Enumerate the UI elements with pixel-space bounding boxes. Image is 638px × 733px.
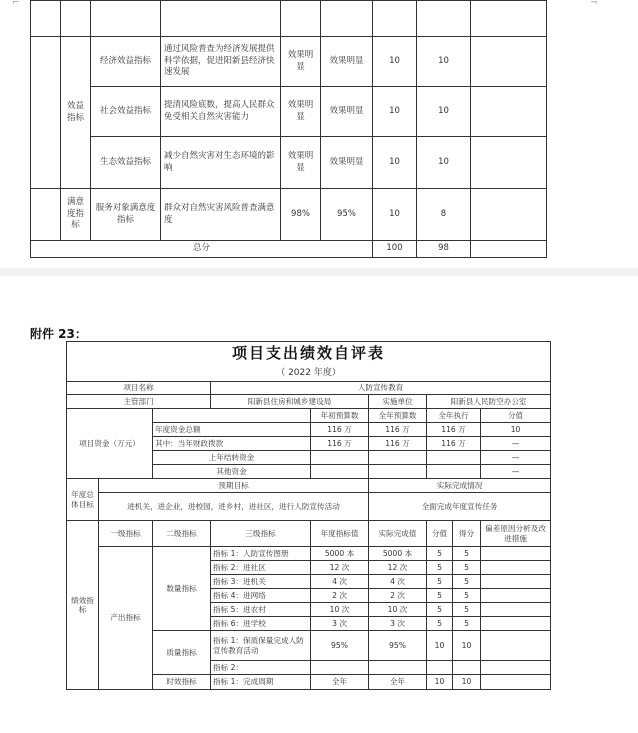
indicator-target: 4 次 (311, 575, 369, 589)
funds-label: 项目资金（万元） (67, 409, 153, 479)
cell-weight: 10 (373, 189, 417, 241)
funds-row-label: 上年结转资金 (153, 451, 311, 465)
indicator-actual: 10 次 (369, 603, 427, 617)
dept-label: 主管部门 (67, 395, 211, 409)
funds-cell (369, 465, 427, 479)
indicator-weight: 5 (427, 603, 453, 617)
cell-actual: 效果明显 (321, 137, 373, 189)
project-name: 人防宣传教育 (211, 382, 551, 395)
table-row-total (31, 241, 547, 258)
table-row (67, 547, 551, 561)
indicator-score: 5 (453, 617, 481, 631)
cell-weight: 10 (373, 37, 417, 87)
table-row (67, 493, 551, 521)
indicator-target: 2 次 (311, 589, 369, 603)
dept: 阳新县住房和城乡建设局 (211, 395, 369, 409)
total-score: 98 (417, 241, 471, 258)
indicator-cell: 指标 2：进社区 (211, 561, 311, 575)
indicator-score: 10 (453, 631, 481, 661)
perf-header: 实际完成值 (369, 521, 427, 547)
total-label: 总分 (31, 241, 373, 258)
indicator-target: 95% (311, 631, 369, 661)
table-row (67, 382, 551, 395)
indicator-target: 5000 本 (311, 547, 369, 561)
goal-expected-label: 预期目标 (99, 479, 369, 493)
funds-cell: 116 万 (427, 423, 481, 437)
indicator-actual (369, 661, 427, 675)
table-row (31, 137, 547, 189)
cell-description: 通过风险普查为经济发展提供科学依据，促进阳新县经济快速发展 (161, 37, 281, 87)
indicator-target (311, 661, 369, 675)
funds-row-label: 年度资金总额 (153, 423, 311, 437)
indicator-actual: 2 次 (369, 589, 427, 603)
indicator-score: 5 (453, 561, 481, 575)
cell-score: 10 (417, 137, 471, 189)
table-row (67, 395, 551, 409)
indicator-weight: 5 (427, 547, 453, 561)
perf-header: 一级指标 (99, 521, 153, 547)
margin-mark-right: ¬ (590, 0, 598, 8)
upper-table (30, 0, 547, 258)
table-row (31, 37, 547, 87)
funds-cell (427, 465, 481, 479)
cell-target: 98% (281, 189, 321, 241)
funds-cell (369, 451, 427, 465)
form-year: （ 2022 年度） (67, 366, 551, 382)
self-evaluation-form (66, 341, 551, 690)
goal-label: 年度总体目标 (67, 479, 99, 521)
total-weight: 100 (373, 241, 417, 258)
cell-actual: 效果明显 (321, 87, 373, 137)
indicator-cell: 指标 4：进网络 (211, 589, 311, 603)
funds-row-label: 其中：当年财政拨款 (153, 437, 311, 451)
funds-cell (311, 465, 369, 479)
cell-description: 提清风险底数，提高人民群众免受相关自然灾害能力 (161, 87, 281, 137)
table-row (67, 521, 551, 547)
indicator-actual: 12 次 (369, 561, 427, 575)
indicator-weight (427, 661, 453, 675)
goal-expected: 进机关，进企业，进校园，进乡村，进社区，进行人防宣传活动 (99, 493, 369, 521)
output-label: 产出指标 (99, 547, 153, 690)
indicator-target: 10 次 (311, 603, 369, 617)
indicator-score: 5 (453, 589, 481, 603)
annex-label: 附件 23： (30, 327, 87, 341)
table-row (67, 409, 551, 423)
indicator-target: 3 次 (311, 617, 369, 631)
cell-target: 效果明显 (281, 37, 321, 87)
cell-weight: 10 (373, 137, 417, 189)
indicator-actual: 4 次 (369, 575, 427, 589)
indicator-cell: 指标 1：人防宣传图册 (211, 547, 311, 561)
perf-header: 得分 (453, 521, 481, 547)
form-year-row (67, 366, 551, 382)
cell-subcategory: 经济效益指标 (91, 37, 161, 87)
funds-cell: — (481, 465, 551, 479)
indicator-score: 5 (453, 575, 481, 589)
quality-label: 质量指标 (153, 631, 211, 675)
table-row (31, 1, 547, 37)
funds-cell: 116 万 (369, 437, 427, 451)
indicator-weight: 10 (427, 631, 453, 661)
indicator-score: 10 (453, 675, 481, 690)
cell-subcategory: 社会效益指标 (91, 87, 161, 137)
timeliness-label: 时效指标 (153, 675, 211, 690)
impl-label: 实施单位 (369, 395, 427, 409)
cell-subcategory: 生态效益指标 (91, 137, 161, 189)
funds-cell: 116 万 (311, 437, 369, 451)
indicator-weight: 5 (427, 575, 453, 589)
cell-score: 10 (417, 87, 471, 137)
indicator-target: 12 次 (311, 561, 369, 575)
indicator-cell: 指标 3：进机关 (211, 575, 311, 589)
funds-cell: — (481, 437, 551, 451)
perf-header: 三级指标 (211, 521, 311, 547)
table-row (67, 479, 551, 493)
cell-description: 群众对自然灾害风险普查满意度 (161, 189, 281, 241)
perf-header: 二级指标 (153, 521, 211, 547)
indicator-score: 5 (453, 547, 481, 561)
project-name-label: 项目名称 (67, 382, 211, 395)
cell-score: 8 (417, 189, 471, 241)
cell-description: 减少自然灾害对生态环境的影响 (161, 137, 281, 189)
indicator-cell: 指标 1：完成周期 (211, 675, 311, 690)
indicator-cell: 指标 2： (211, 661, 311, 675)
form-title: 项目支出绩效自评表 (67, 342, 551, 366)
funds-cell: 10 (481, 423, 551, 437)
goal-actual: 全面完成年度宣传任务 (369, 493, 551, 521)
perf-header: 偏差原因分析及改进措施 (481, 521, 551, 547)
indicator-cell: 指标 5：进农村 (211, 603, 311, 617)
funds-cell (427, 451, 481, 465)
funds-cell: 116 万 (311, 423, 369, 437)
indicator-cell: 指标 1：保质保量完成人防宣传教育活动 (211, 631, 311, 661)
indicator-actual: 3 次 (369, 617, 427, 631)
indicator-actual: 5000 本 (369, 547, 427, 561)
cell-category: 满意度指标 (61, 189, 91, 241)
funds-cell (311, 451, 369, 465)
funds-row-label: 其他资金 (153, 465, 311, 479)
impl: 阳新县人民防空办公室 (427, 395, 551, 409)
cell-score: 10 (417, 37, 471, 87)
cell-actual: 效果明显 (321, 37, 373, 87)
funds-cell: 116 万 (427, 437, 481, 451)
indicator-weight: 5 (427, 617, 453, 631)
quantity-label: 数量指标 (153, 547, 211, 631)
funds-header: 全年执行 (427, 409, 481, 423)
margin-mark-left: ⌐ (12, 0, 20, 8)
indicator-weight: 5 (427, 561, 453, 575)
indicator-actual: 95% (369, 631, 427, 661)
cell-subcategory: 服务对象满意度指标 (91, 189, 161, 241)
funds-header: 年初预算数 (311, 409, 369, 423)
table-row (31, 189, 547, 241)
cell-target: 效果明显 (281, 137, 321, 189)
indicator-weight: 5 (427, 589, 453, 603)
goal-actual-label: 实际完成情况 (369, 479, 551, 493)
indicator-actual: 全年 (369, 675, 427, 690)
cell-actual: 95% (321, 189, 373, 241)
page-gap (0, 268, 638, 276)
perf-header: 年度指标值 (311, 521, 369, 547)
funds-header: 分值 (481, 409, 551, 423)
form-title-row (67, 342, 551, 366)
funds-cell: 116 万 (369, 423, 427, 437)
table-row (31, 87, 547, 137)
indicator-target: 全年 (311, 675, 369, 690)
indicator-score (453, 661, 481, 675)
cell-target: 效果明显 (281, 87, 321, 137)
funds-header: 全年预算数 (369, 409, 427, 423)
indicator-score: 5 (453, 603, 481, 617)
cell-weight: 10 (373, 87, 417, 137)
cell-category: 效益指标 (61, 37, 91, 189)
perf-label: 绩效指标 (67, 521, 99, 690)
indicator-cell: 指标 6：进学校 (211, 617, 311, 631)
perf-header: 分值 (427, 521, 453, 547)
funds-cell: — (481, 451, 551, 465)
indicator-weight: 10 (427, 675, 453, 690)
